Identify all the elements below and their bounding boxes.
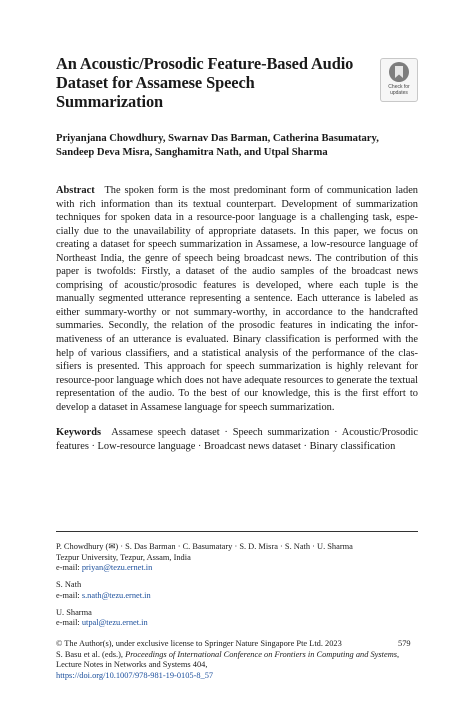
badge-line-1: Check for [388, 84, 410, 90]
email-link[interactable]: priyan@tezu.ernet.in [81, 563, 153, 573]
abstract-text: The spoken form is the most predominant form of communication laden with rich information than its textual counterpart. Development of summarization techniques for spoken data in a resource-poor language is a challenging task, especially due to the unavailability of appropriate datasets. In this paper, we focus on creating a dataset for speech summarization in Assamese, a low-resource language of Northeast India, the genre of speech being broadcast news. The contribution of this paper is twofolds: Firstly, a dataset of the audio samples of the broadcast news comprising of acoustic/prosodic features is developed, where each tuple is the manually segmented utterance representing a sentence. Each utterance is labeled as either summary-worthy or not summary-worthy, in accordance to the handcrafted summaries. Secondly, the relation of the prosodic features in indicating the informativeness of an utterance is evaluated. Binary classification is performed with the help of various classifiers, and a statistical analysis of the performance of the classifiers is presented. This approach for speech summarization is highly relevant for resource-poor language which does not have adequate resources to generate the textual representation of the audio. To the best of our knowledge, this is the first effort to develop a dataset in Assamese language for speech summarization. [56, 185, 418, 413]
affiliation-block [56, 580, 418, 601]
affiliation-authors: P. Chowdhury (✉) · S. Das Barman · C. Basumatary · S. D. Misra · S. Nath · U. Sharma [56, 542, 353, 551]
affiliation-email-line [56, 618, 418, 629]
badge-line-2: updates [390, 90, 408, 96]
paper-title: An Acoustic/Prosodic Feature-Based Audio Dataset for Assamese Speech Summarization [56, 54, 354, 111]
citation-proceedings: Proceedings of International Conference on Frontiers in Computing and Systems [125, 649, 398, 659]
badge-label [382, 84, 416, 96]
keywords-section [56, 426, 418, 453]
email-link[interactable]: s.nath@tezu.ernet.in [81, 590, 151, 600]
email-label: e-mail: [56, 563, 82, 573]
doi-link[interactable]: https://doi.org/10.1007/978-981-19-0105-8_57 [56, 671, 214, 681]
affiliation-block [56, 608, 418, 629]
affiliation-authors: S. Nath [56, 580, 82, 590]
affiliation-block [56, 542, 418, 574]
email-label: e-mail: [56, 590, 82, 600]
citation-line [56, 650, 418, 671]
page-number: 579 [398, 639, 411, 648]
copyright-line: © The Author(s), under exclusive license to Springer Nature Singapore Pte Ltd. 2023 [56, 639, 342, 648]
copyright-notice [56, 639, 418, 682]
affiliation-authors: U. Sharma [56, 607, 92, 617]
abstract-section [56, 184, 418, 414]
author-list: Priyanjana Chowdhury, Swarnav Das Barman, Catherina Basumatary, Sandeep Deva Misra, Sanghamitra Nath, and Utpal Sharma [56, 133, 379, 158]
affiliation-institution: Tezpur University, Tezpur, Assam, India [56, 552, 191, 562]
keywords-text: Assamese speech dataset · Speech summarization · Acoustic/Prosodic features · Low-resource language · Broadcast news dataset · Binary classification [56, 427, 418, 452]
check-for-updates-badge[interactable] [380, 58, 418, 102]
affiliation-email-line [56, 591, 418, 602]
affiliation-email-line [56, 563, 418, 574]
paper-page [56, 54, 418, 453]
citation-series: , Lecture Notes in Networks and Systems 404, [56, 649, 400, 670]
keywords-label: Keywords [56, 427, 102, 439]
abstract-label: Abstract [56, 185, 95, 196]
bookmark-icon [389, 62, 409, 82]
citation-editors: S. Basu et al. (eds.), [56, 649, 126, 659]
email-link[interactable]: utpal@tezu.ernet.in [81, 618, 148, 628]
email-label: e-mail: [56, 618, 82, 628]
author-affiliations [56, 531, 418, 635]
